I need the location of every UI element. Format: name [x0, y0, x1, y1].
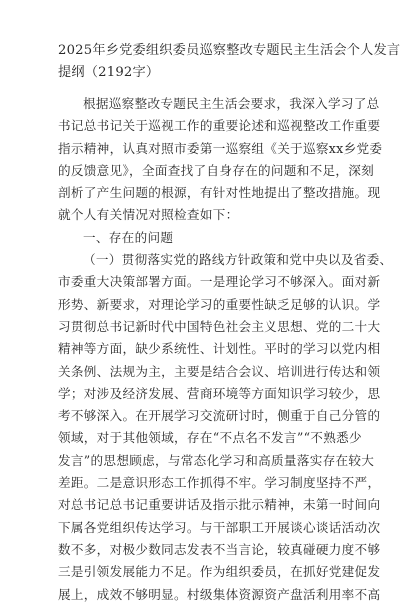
body-line: 发言”的思想顾虑，与常态化学习和高质量落实存在较大 [58, 452, 375, 468]
body-line: 形势、新要求，对理论学习的重要性缺乏足够的认识。学 [58, 296, 381, 312]
title-line-1: 2025年乡党委组织委员巡察整改专题民主生活会个人发言 [58, 43, 401, 58]
body-line: 对总书记总书记重要讲话及指示批示精神，未第一时间向 [58, 497, 381, 513]
body-line: 精神等方面，缺少系统性、计划性。平时的学习以党内相 [58, 341, 381, 357]
body-line: 指示精神，认真对照市委第一巡察组《关于巡察xx乡党委 [58, 140, 383, 156]
body-line: 数不多，对极少数同志发表不当言论，较真碰硬力度不够 [58, 541, 381, 557]
document-title [58, 40, 401, 84]
body-line: 根据巡察整改专题民主生活会要求，我深入学习了总 [83, 96, 380, 111]
body-line: （一）贯彻落实党的路线方针政策和党中央以及省委、 [83, 252, 393, 268]
document-page [58, 40, 401, 606]
body-line: 书记总书记关于巡视工作的重要论述和巡视整改工作重要 [58, 118, 381, 134]
body-line: 就个人有关情况对照检查如下： [58, 207, 239, 223]
body-line: 领域，对于其他领域，存在“不点名不发言”“不熟悉少 [58, 430, 362, 446]
body-line: 学；对涉及经济发展、营商环境等方面知识学习较少，思 [58, 385, 381, 401]
body-line: 下属各党组织传达学习。与干部职工开展谈心谈话活动次 [58, 519, 381, 535]
body-line: 剖析了产生问题的根源，有针对性地提出了整改措施。现 [58, 185, 381, 201]
body-line: 三是引领发展能力不足。作为组织委员，在抓好党建促发 [58, 564, 381, 580]
body-line: 习贯彻总书记新时代中国特色社会主义思想、党的二十大 [58, 318, 381, 334]
document-body [58, 93, 393, 606]
body-line: 展上，成效不够明显。村级集体资源资产盘活利用率不高 [58, 586, 381, 602]
title-line-2: 提纲（2192字） [58, 65, 160, 80]
body-line: 考不够深入。在开展学习交流研讨时，侧重于自己分管的 [58, 408, 381, 424]
body-line: 市委重大决策部署方面。一是理论学习不够深入。面对新 [58, 274, 381, 290]
body-line: 的反馈意见》，全面查找了自身存在的问题和不足，深刻 [58, 162, 375, 178]
body-line: 差距。二是意识形态工作抓得不牢。学习制度坚持不严， [58, 475, 381, 491]
body-line: 关条例、法规为主，主要是结合会议、培训进行传达和领 [58, 363, 381, 379]
body-line: 一、存在的问题 [83, 229, 174, 245]
